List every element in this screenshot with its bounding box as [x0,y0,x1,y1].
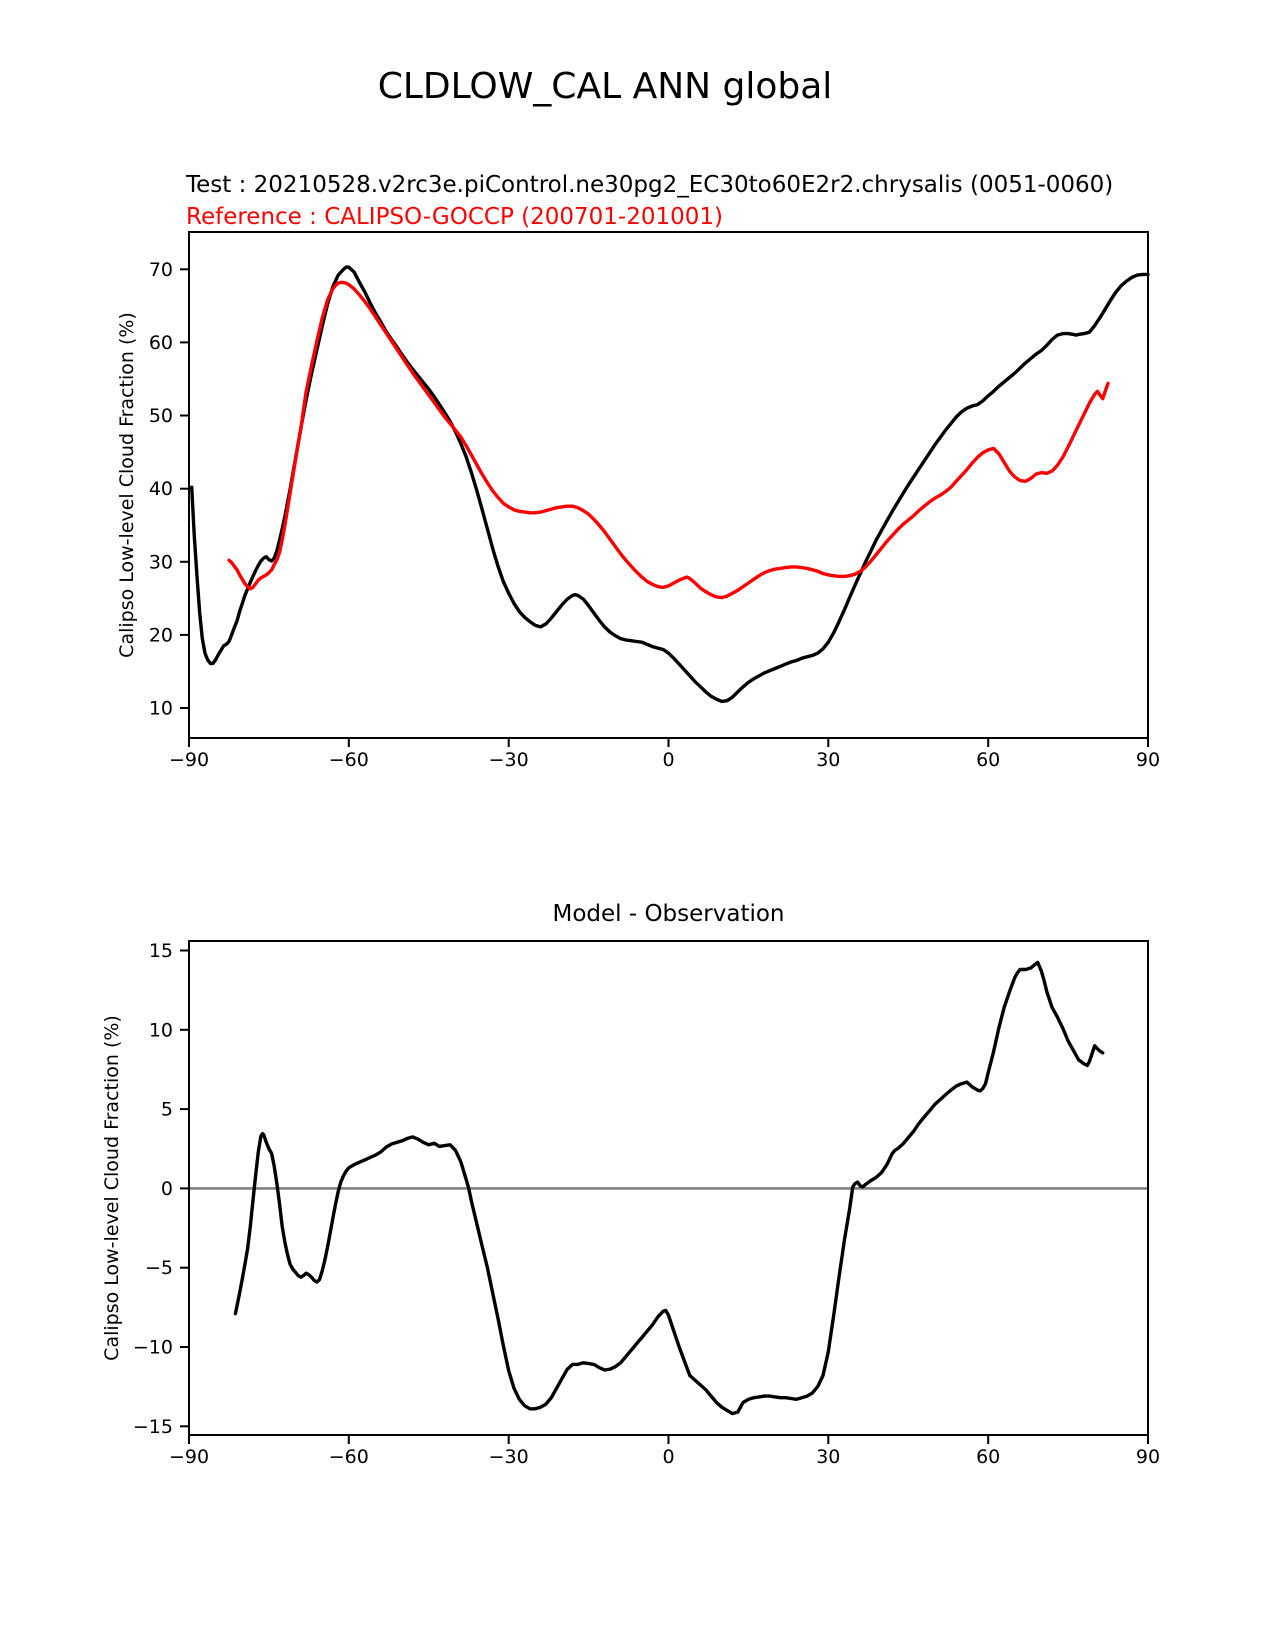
y-tick-label: 10 [148,697,173,720]
top-chart-y-axis-label: Calipso Low-level Cloud Fraction (%) [116,312,138,658]
top-chart-plot [148,232,1161,771]
bottom-chart-title: Model - Observation [552,901,785,927]
bottom-chart-y-axis-label: Calipso Low-level Cloud Fraction (%) [101,1015,123,1361]
x-tick-label: −30 [488,1446,529,1468]
y-tick-label: 50 [148,405,173,427]
test-model-line [192,267,1148,701]
y-tick-label: 15 [148,940,173,962]
bottom-chart-plot [132,940,1161,1468]
x-tick-label: 0 [662,749,675,771]
x-tick-label: 60 [976,749,1001,771]
y-tick-label: 40 [148,478,173,501]
y-tick-label: 60 [148,331,173,354]
x-tick-label: 0 [662,1446,675,1468]
x-tick-label: −60 [328,1446,369,1468]
x-tick-label: −90 [168,749,210,771]
x-tick-label: 90 [1135,749,1161,771]
x-tick-label: −30 [488,749,529,771]
reference-obs-line [229,283,1108,598]
y-tick-label: 10 [148,1019,173,1042]
y-tick-label: 5 [160,1098,173,1121]
x-tick-label: 30 [816,749,841,771]
reference-dataset-label: Reference : CALIPSO-GOCCP (200701-201001) [186,204,724,230]
x-tick-label: −60 [328,749,369,771]
y-tick-label: −5 [144,1257,173,1280]
axes-frame [189,232,1148,738]
figure-title: CLDLOW_CAL ANN global [377,66,833,107]
y-tick-label: −10 [132,1336,173,1359]
y-tick-label: 20 [148,624,173,647]
test-run-label: Test : 20210528.v2rc3e.piControl.ne30pg2_EC30to60E2r2.chrysalis (0051-0060) [186,172,1114,198]
x-tick-label: 90 [1135,1446,1161,1468]
x-tick-label: −90 [168,1446,210,1468]
y-tick-label: 0 [160,1177,173,1200]
y-tick-label: 70 [148,258,173,281]
y-tick-label: −15 [132,1415,173,1438]
x-tick-label: 60 [976,1446,1001,1468]
y-tick-label: 30 [148,551,173,574]
x-tick-label: 30 [816,1446,841,1468]
